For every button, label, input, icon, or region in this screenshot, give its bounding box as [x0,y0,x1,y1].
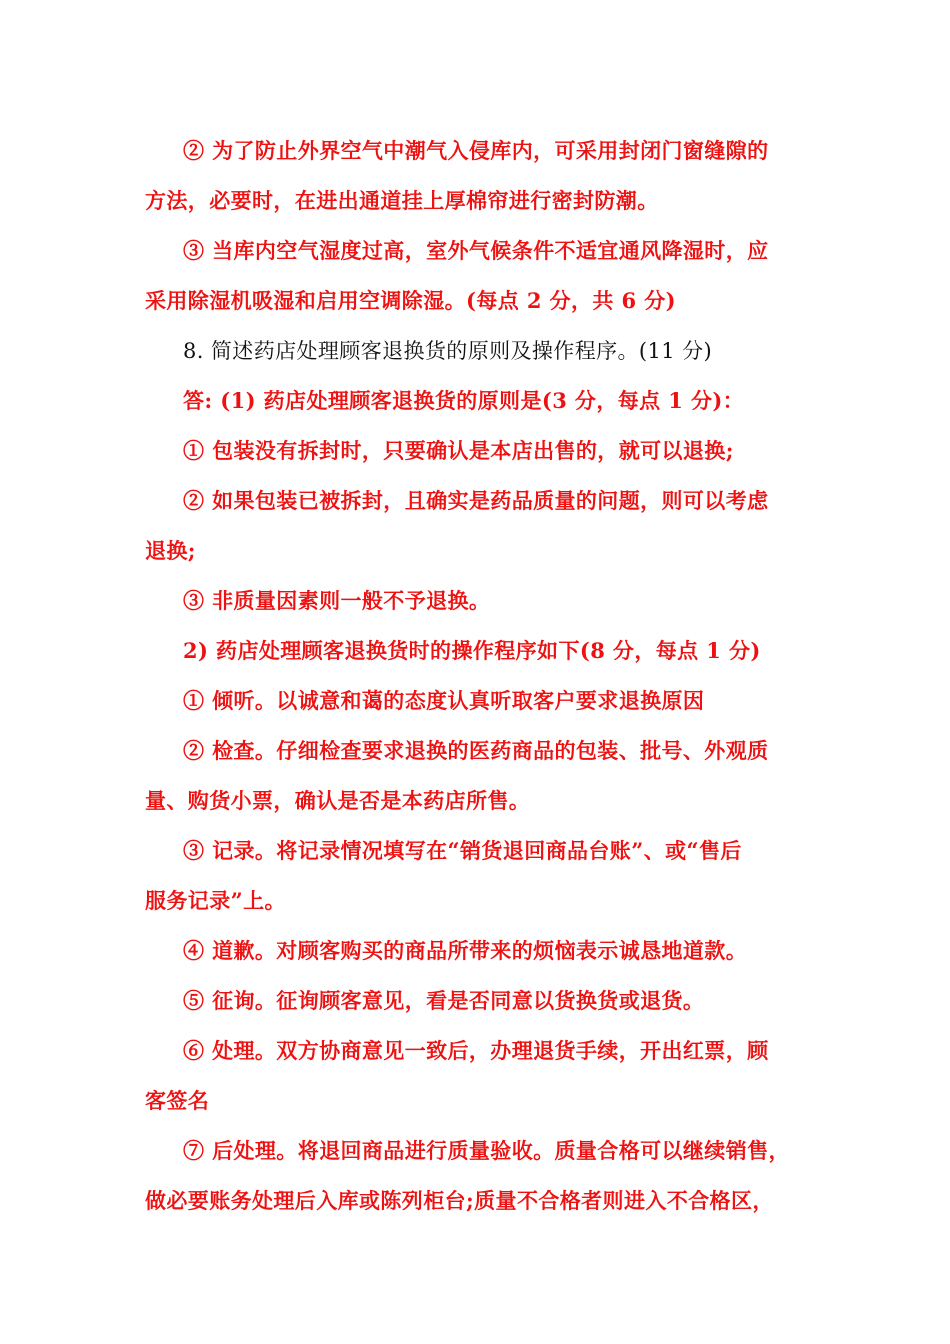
text-line: ② 如果包装已被拆封，且确实是药品质量的问题，则可以考虑 [183,488,769,513]
text-line: ⑦ 后处理。将退回商品进行质量验收。质量合格可以继续销售， [183,1138,790,1163]
text-line: 采用除湿机吸湿和启用空调除湿。(每点 2 分，共 6 分) [145,288,676,313]
text-line: 客签名 [145,1088,210,1113]
question-line: 8. 简述药店处理顾客退换货的原则及操作程序。(11 分) [183,339,713,363]
text-line: 服务记录”上。 [145,888,286,913]
text-line: ② 为了防止外界空气中潮气入侵库内，可采用封闭门窗缝隙的 [183,138,769,163]
text-line: 方法，必要时，在进出通道挂上厚棉帘进行密封防潮。 [145,188,659,213]
text-line: 退换; [145,538,196,563]
text-line: ③ 当库内空气湿度过高，室外气候条件不适宜通风降湿时，应 [183,238,769,263]
text-line: ① 包装没有拆封时，只要确认是本店出售的，就可以退换; [183,438,734,463]
text-line: 做必要账务处理后入库或陈列柜台;质量不合格者则进入不合格区， [145,1188,774,1213]
text-line: ② 检查。仔细检查要求退换的医药商品的包装、批号、外观质 [183,738,769,763]
text-line: 2) 药店处理顾客退换货时的操作程序如下(8 分，每点 1 分) [183,638,761,663]
text-line: ⑥ 处理。双方协商意见一致后，办理退货手续，开出红票，顾 [183,1038,769,1063]
text-line: ⑤ 征询。征询顾客意见，看是否同意以货换货或退货。 [183,988,705,1013]
answer-line: 答: (1) 药店处理顾客退换货的原则是(3 分，每点 1 分)： [183,388,745,413]
text-line: ③ 非质量因素则一般不予退换。 [183,588,491,613]
text-line: ① 倾听。以诚意和蔼的态度认真听取客户要求退换原因 [183,688,705,713]
text-line: ④ 道歉。对顾客购买的商品所带来的烦恼表示诚恳地道款。 [183,938,748,963]
text-line: ③ 记录。将记录情况填写在“销货退回商品台账”、或“售后 [183,838,742,863]
text-line: 量、购货小票，确认是否是本药店所售。 [145,788,531,813]
